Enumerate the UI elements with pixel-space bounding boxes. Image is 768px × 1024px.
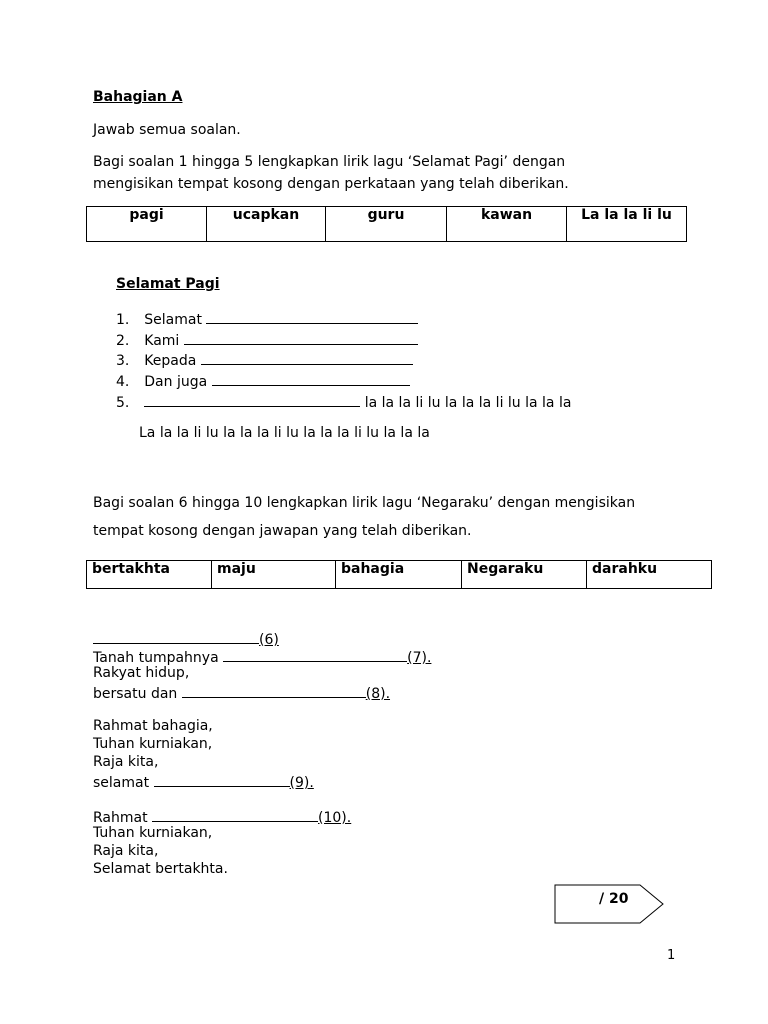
part2-instruction-line2: tempat kosong dengan jawapan yang telah diberikan. <box>93 523 472 539</box>
page-number: 1 <box>667 948 676 963</box>
question-number: (6) <box>259 632 279 648</box>
word-bank-2-cell: bahagia <box>336 561 462 589</box>
lyric-text: bersatu dan <box>93 686 178 702</box>
answer-blank[interactable] <box>223 647 407 662</box>
item-text: Selamat <box>144 312 202 328</box>
item-number: 1. <box>116 312 130 328</box>
lyric-line: Raja kita, <box>93 754 159 770</box>
answer-blank[interactable] <box>152 807 318 822</box>
word-bank-1-cell: pagi <box>87 207 207 242</box>
lyric-line-6 <box>93 629 279 648</box>
part1-instruction-line2: mengisikan tempat kosong dengan perkataan yang telah diberikan. <box>93 176 569 192</box>
word-bank-2-cell: maju <box>212 561 336 589</box>
answer-blank[interactable] <box>144 392 360 407</box>
part2-instruction-line1: Bagi soalan 6 hingga 10 lengkapkan lirik lagu ‘Negaraku’ dengan mengisikan <box>93 495 636 511</box>
lyric-text: selamat <box>93 775 150 791</box>
list-item <box>116 392 571 411</box>
lyric-line: Tuhan kurniakan, <box>93 736 213 752</box>
answer-blank[interactable] <box>182 683 366 698</box>
answer-blank[interactable] <box>206 309 418 324</box>
item-number: 3. <box>116 353 130 369</box>
word-bank-2-cell: Negaraku <box>462 561 587 589</box>
question-number: (8). <box>365 686 391 702</box>
item-text: Kepada <box>144 353 197 369</box>
lyric-line-8 <box>93 683 390 702</box>
song-title: Selamat Pagi <box>116 276 220 292</box>
lyric-line: Selamat bertakhta. <box>93 861 228 877</box>
lyric-line: Raja kita, <box>93 843 159 859</box>
list-item <box>116 309 418 328</box>
closing-line: La la la li lu la la la li lu la la la li lu la la la <box>139 425 430 441</box>
list-item <box>116 371 410 390</box>
lyric-line-7 <box>93 647 431 666</box>
question-number: (7). <box>407 650 432 666</box>
question-number: (9). <box>289 775 314 791</box>
item-text: Kami <box>144 333 180 349</box>
instruction-main: Jawab semua soalan. <box>93 122 241 138</box>
lyric-line-10 <box>93 807 351 826</box>
score-label: / 20 <box>599 891 629 907</box>
item-number: 4. <box>116 374 130 390</box>
lyric-line: Rakyat hidup, <box>93 665 190 681</box>
word-bank-2 <box>86 560 712 589</box>
answer-blank[interactable] <box>212 371 410 386</box>
question-number: (10). <box>318 810 352 826</box>
answer-blank[interactable] <box>93 629 259 644</box>
word-bank-1-cell: ucapkan <box>207 207 326 242</box>
score-badge <box>554 884 666 928</box>
word-bank-1-cell: kawan <box>447 207 567 242</box>
lyric-line: Rahmat bahagia, <box>93 718 213 734</box>
item-number: 5. <box>116 395 130 411</box>
section-title: Bahagian A <box>93 89 183 105</box>
list-item <box>116 330 418 349</box>
answer-blank[interactable] <box>184 330 418 345</box>
word-bank-1-cell: La la la li lu <box>567 207 687 242</box>
word-bank-2-cell: darahku <box>587 561 712 589</box>
lyric-line: Tuhan kurniakan, <box>93 825 213 841</box>
item-text: la la la li lu la la la li lu la la la <box>364 395 572 411</box>
item-text: Dan juga <box>144 374 208 390</box>
word-bank-1 <box>86 206 687 242</box>
lyric-text: Tanah tumpahnya <box>93 650 219 666</box>
lyric-line-9 <box>93 772 314 791</box>
list-item <box>116 350 413 369</box>
part1-instruction-line1: Bagi soalan 1 hingga 5 lengkapkan lirik lagu ‘Selamat Pagi’ dengan <box>93 154 566 170</box>
answer-blank[interactable] <box>201 350 413 365</box>
lyric-text: Rahmat <box>93 810 148 826</box>
item-number: 2. <box>116 333 130 349</box>
word-bank-1-cell: guru <box>326 207 447 242</box>
word-bank-2-cell: bertakhta <box>87 561 212 589</box>
answer-blank[interactable] <box>154 772 290 787</box>
